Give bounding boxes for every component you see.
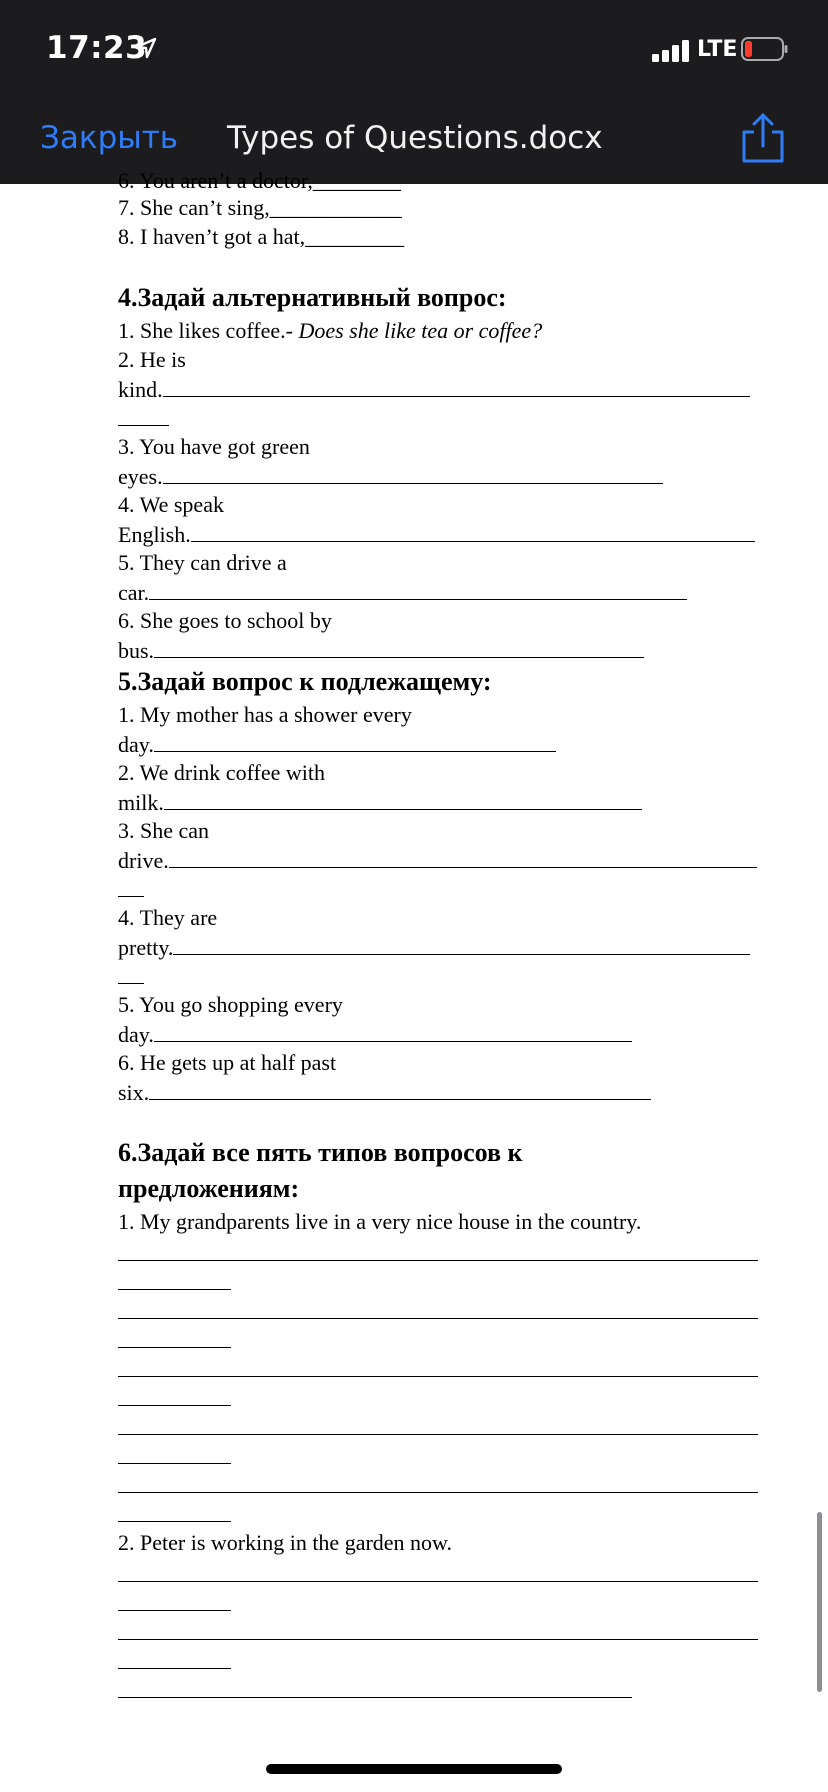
section-heading: 5.Задай вопрос к подлежащему:: [118, 667, 492, 696]
cellular-signal-icon: [652, 40, 690, 62]
exercise-line: day.: [118, 729, 768, 758]
example-line: 1. She likes coffee.- Does she like tea or coffee?: [118, 318, 543, 343]
partially-visible-line: 6. You aren’t a doctor,________: [118, 168, 401, 193]
exercise-line: 4. We speak: [118, 492, 224, 517]
exercise-line: 1. My grandparents live in a very nice house in the country.: [118, 1209, 642, 1234]
exercise-line: 7. She can’t sing,____________: [118, 195, 402, 220]
exercise-line: six.: [118, 1077, 768, 1106]
exercise-line: bus.: [118, 635, 768, 664]
exercise-line: 2. He is: [118, 347, 186, 372]
exercise-line: 6. He gets up at half past: [118, 1050, 337, 1075]
exercise-line: eyes.: [118, 461, 768, 490]
exercise-line: day.: [118, 1019, 768, 1048]
document-viewer[interactable]: [0, 168, 828, 1792]
battery-low-icon: [741, 37, 788, 61]
section-heading: 6.Задай все пять типов вопросов к: [118, 1138, 523, 1167]
exercise-line: 2. We drink coffee with: [118, 760, 325, 785]
exercise-line: milk.: [118, 787, 768, 816]
document-title: Types of Questions.docx: [227, 120, 603, 156]
close-button[interactable]: Закрыть: [40, 120, 179, 156]
location-arrow-icon: [135, 37, 157, 59]
document-body: [118, 193, 768, 1704]
exercise-line: 1. My mother has a shower every: [118, 702, 412, 727]
exercise-line: 8. I haven’t got a hat,_________: [118, 224, 405, 249]
exercise-line: English.: [118, 519, 768, 548]
network-type: LTE: [697, 37, 738, 62]
exercise-line: 3. She can: [118, 818, 210, 843]
home-indicator[interactable]: [266, 1764, 562, 1774]
exercise-line: 4. They are: [118, 905, 218, 930]
share-icon[interactable]: [740, 112, 786, 164]
section-heading: 4.Задай альтернативный вопрос:: [118, 283, 507, 312]
exercise-line: pretty.: [118, 932, 768, 961]
exercise-line: 2. Peter is working in the garden now.: [118, 1530, 453, 1555]
exercise-line: 6. She goes to school by: [118, 608, 332, 633]
exercise-line: 3. You have got green: [118, 434, 310, 459]
exercise-line: 5. They can drive a: [118, 550, 287, 575]
status-bar: [0, 0, 828, 94]
exercise-line: 5. You go shopping every: [118, 992, 343, 1017]
exercise-line: kind.: [118, 374, 768, 403]
scrollbar[interactable]: [817, 1512, 822, 1692]
status-time: 17:23: [46, 30, 148, 66]
exercise-line: drive.: [118, 845, 768, 874]
section-heading: предложениям:: [118, 1174, 300, 1203]
exercise-line: car.: [118, 577, 768, 606]
